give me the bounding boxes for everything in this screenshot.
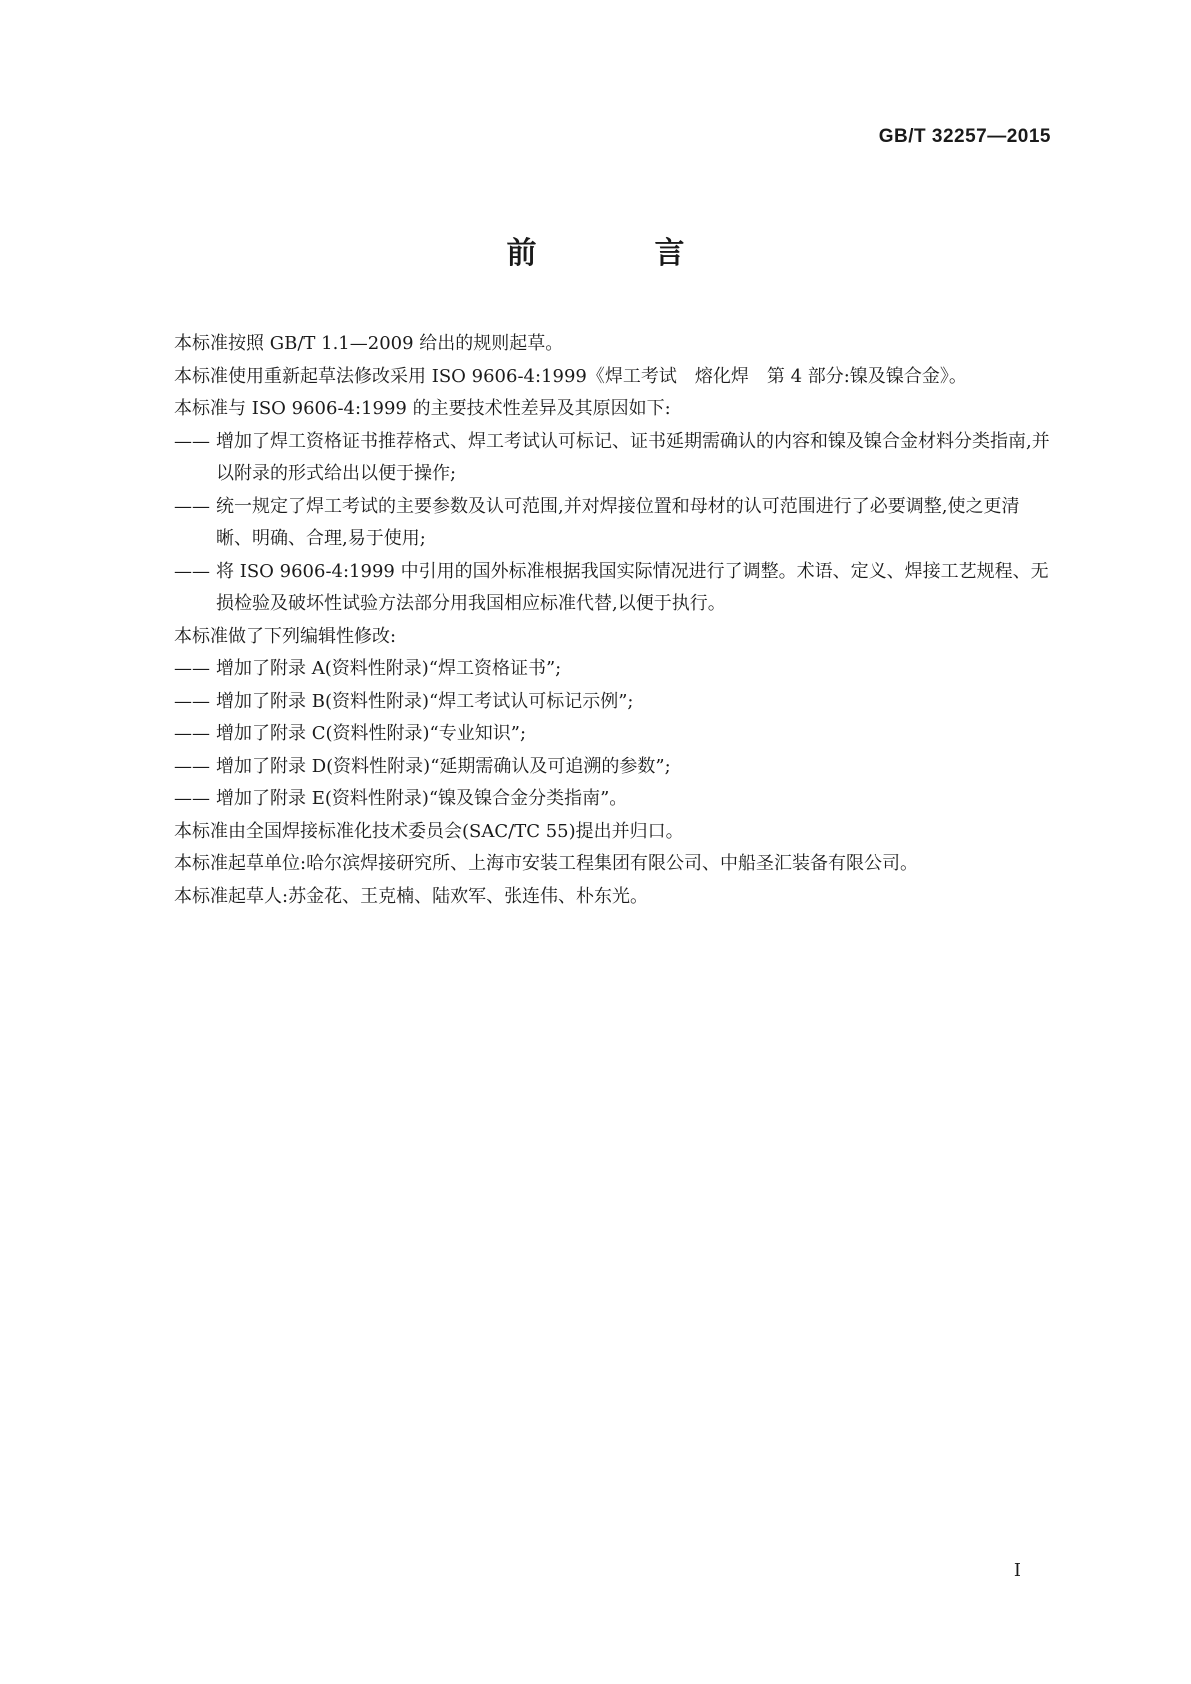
list-item-text: 增加了焊工资格证书推荐格式、焊工考试认可标记、证书延期需确认的内容和镍及镍合金材料分类指南,并以附录的形式给出以便于操作;	[216, 430, 1050, 484]
list-item	[174, 491, 1054, 556]
dash-mark: ——	[174, 755, 210, 777]
standard-code: GB/T 32257—2015	[878, 126, 1051, 147]
list-item-text: 增加了附录 E(资料性附录)“镍及镍合金分类指南”。	[216, 788, 628, 809]
list-item-text: 统一规定了焊工考试的主要参数及认可范围,并对焊接位置和母材的认可范围进行了必要调整,使之更清晰、明确、合理,易于使用;	[216, 495, 1020, 549]
paragraph-drafters: 本标准起草人:苏金花、王克楠、陆欢军、张连伟、朴东光。	[174, 885, 649, 907]
list-item	[174, 653, 1054, 686]
paragraph-proposer: 本标准由全国焊接标准化技术委员会(SAC/TC 55)提出并归口。	[174, 820, 684, 842]
paragraph-drafting-rules: 本标准按照 GB/T 1.1—2009 给出的规则起草。	[174, 333, 564, 354]
dash-mark: ——	[174, 690, 210, 712]
list-item	[174, 718, 1054, 751]
list-item	[174, 426, 1054, 491]
dash-mark: ——	[174, 658, 210, 679]
dash-mark: ——	[174, 788, 210, 809]
list-item	[174, 686, 1054, 719]
page-number: I	[1013, 1560, 1021, 1581]
dash-mark: ——	[174, 723, 210, 744]
paragraph-drafting-units: 本标准起草单位:哈尔滨焊接研究所、上海市安装工程集团有限公司、中船圣汇装备有限公司。	[174, 853, 919, 874]
list-item	[174, 556, 1054, 621]
list-item	[174, 783, 1054, 816]
list-item-text: 增加了附录 A(资料性附录)“焊工资格证书”;	[216, 658, 562, 679]
list-item-text: 增加了附录 D(资料性附录)“延期需确认及可追溯的参数”;	[216, 755, 671, 777]
list-item-text: 将 ISO 9606-4:1999 中引用的国外标准根据我国实际情况进行了调整。术语、定义、焊接工艺规程、无损检验及破坏性试验方法部分用我国相应标准代替,以便于执行。	[216, 560, 1049, 614]
list-item-text: 增加了附录 B(资料性附录)“焊工考试认可标记示例”;	[216, 690, 634, 712]
list-item-text: 增加了附录 C(资料性附录)“专业知识”;	[216, 723, 527, 744]
dash-mark: ——	[174, 495, 210, 517]
paragraph-tech-diff-intro: 本标准与 ISO 9606-4:1999 的主要技术性差异及其原因如下:	[174, 398, 671, 419]
dash-mark: ——	[174, 430, 210, 452]
list-item	[174, 751, 1054, 784]
page-title: 前 言	[506, 236, 729, 271]
paragraph-editorial-intro: 本标准做了下列编辑性修改:	[174, 625, 397, 647]
paragraph-adoption: 本标准使用重新起草法修改采用 ISO 9606-4:1999《焊工考试 熔化焊 第 4 部分:镍及镍合金》。	[174, 365, 967, 387]
dash-mark: ——	[174, 560, 210, 582]
foreword-body	[174, 328, 1054, 913]
